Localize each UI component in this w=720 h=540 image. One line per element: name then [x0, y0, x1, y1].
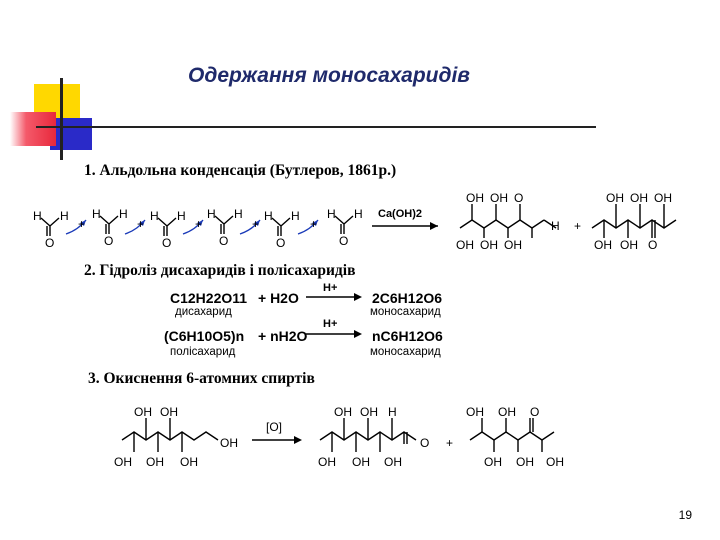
svg-text:OH: OH: [146, 455, 164, 469]
svg-text:+: +: [137, 217, 145, 231]
svg-text:OH: OH: [484, 455, 502, 469]
decor-vertical-line: [60, 78, 63, 160]
svg-text:O: O: [219, 234, 229, 248]
svg-text:O: O: [162, 236, 172, 250]
catalyst-label: Ca(OH)2: [378, 208, 423, 220]
svg-text:OH: OH: [318, 455, 336, 469]
svg-text:OH: OH: [546, 455, 564, 469]
svg-text:OH: OH: [220, 436, 238, 450]
svg-text:H: H: [119, 207, 128, 221]
svg-text:OH: OH: [160, 405, 178, 419]
svg-text:H: H: [150, 209, 159, 223]
svg-text:H: H: [354, 207, 363, 221]
svg-text:OH: OH: [466, 191, 484, 205]
oxidant-label: [O]: [266, 420, 283, 434]
reaction1-reactant: C12H22O11: [170, 290, 248, 306]
svg-text:H: H: [60, 209, 69, 223]
svg-text:OH: OH: [466, 405, 484, 419]
slide-title: Одержання моносахаридів: [188, 64, 470, 87]
hydrolysis-arrows: [0, 280, 720, 360]
oxidation-scheme: [0, 400, 720, 490]
svg-text:OH: OH: [180, 455, 198, 469]
section3-heading: 3. Окиснення 6-атомних спиртів: [88, 370, 315, 387]
svg-text:O: O: [104, 234, 114, 248]
svg-text:O: O: [276, 236, 286, 250]
svg-text:H: H: [551, 219, 560, 233]
svg-text:H: H: [327, 207, 336, 221]
reaction2-product-name: моносахарид: [370, 346, 441, 358]
svg-text:OH: OH: [334, 405, 352, 419]
reaction2-condition: H+: [323, 318, 338, 330]
svg-text:OH: OH: [516, 455, 534, 469]
svg-text:+: +: [78, 217, 86, 231]
reaction1-condition: H+: [323, 282, 338, 294]
svg-text:+: +: [574, 219, 582, 233]
svg-text:OH: OH: [654, 191, 672, 205]
section1-heading: 1. Альдольна конденсація (Бутлеров, 1861р.): [84, 162, 397, 179]
reaction1-product: 2C6H12O6: [372, 290, 443, 306]
page-number: 19: [678, 508, 692, 522]
svg-text:OH: OH: [594, 238, 612, 252]
svg-text:O: O: [420, 436, 430, 450]
reaction1-reagent: + H2O: [258, 290, 299, 306]
svg-text:H: H: [234, 207, 243, 221]
svg-text:O: O: [514, 191, 524, 205]
svg-text:OH: OH: [630, 191, 648, 205]
svg-text:OH: OH: [384, 455, 402, 469]
svg-text:O: O: [339, 234, 349, 248]
svg-text:OH: OH: [352, 455, 370, 469]
reaction1-reactant-name: дисахарид: [175, 306, 232, 318]
reaction2-reagent: + nH2O: [258, 328, 308, 344]
svg-text:+: +: [252, 217, 260, 231]
svg-text:H: H: [264, 209, 273, 223]
reaction2-reactant-name: полісахарид: [170, 346, 236, 358]
reaction2-reactant: (C6H10O5)n: [164, 328, 245, 344]
decor-horizontal-line: [36, 126, 596, 128]
svg-text:H: H: [33, 209, 42, 223]
svg-text:OH: OH: [134, 405, 152, 419]
svg-text:OH: OH: [456, 238, 474, 252]
svg-text:H: H: [92, 207, 101, 221]
svg-text:+: +: [195, 217, 203, 231]
section2-heading: 2. Гідроліз дисахаридів і полісахаридів: [84, 262, 356, 279]
svg-text:OH: OH: [490, 191, 508, 205]
svg-text:OH: OH: [114, 455, 132, 469]
svg-text:OH: OH: [620, 238, 638, 252]
svg-text:OH: OH: [504, 238, 522, 252]
svg-text:OH: OH: [480, 238, 498, 252]
svg-text:+: +: [310, 217, 318, 231]
svg-text:OH: OH: [360, 405, 378, 419]
svg-text:O: O: [648, 238, 658, 252]
svg-text:O: O: [530, 405, 540, 419]
svg-text:O: O: [45, 236, 55, 250]
reaction1-product-name: моносахарид: [370, 306, 441, 318]
svg-text:H: H: [207, 207, 216, 221]
reaction2-product: nC6H12O6: [372, 328, 443, 344]
decor-blue-block: [50, 118, 92, 150]
svg-text:H: H: [291, 209, 300, 223]
svg-text:+: +: [446, 436, 454, 450]
svg-text:H: H: [177, 209, 186, 223]
svg-text:OH: OH: [606, 191, 624, 205]
svg-text:OH: OH: [498, 405, 516, 419]
decor-red-block: [10, 112, 56, 146]
svg-text:H: H: [388, 405, 397, 419]
